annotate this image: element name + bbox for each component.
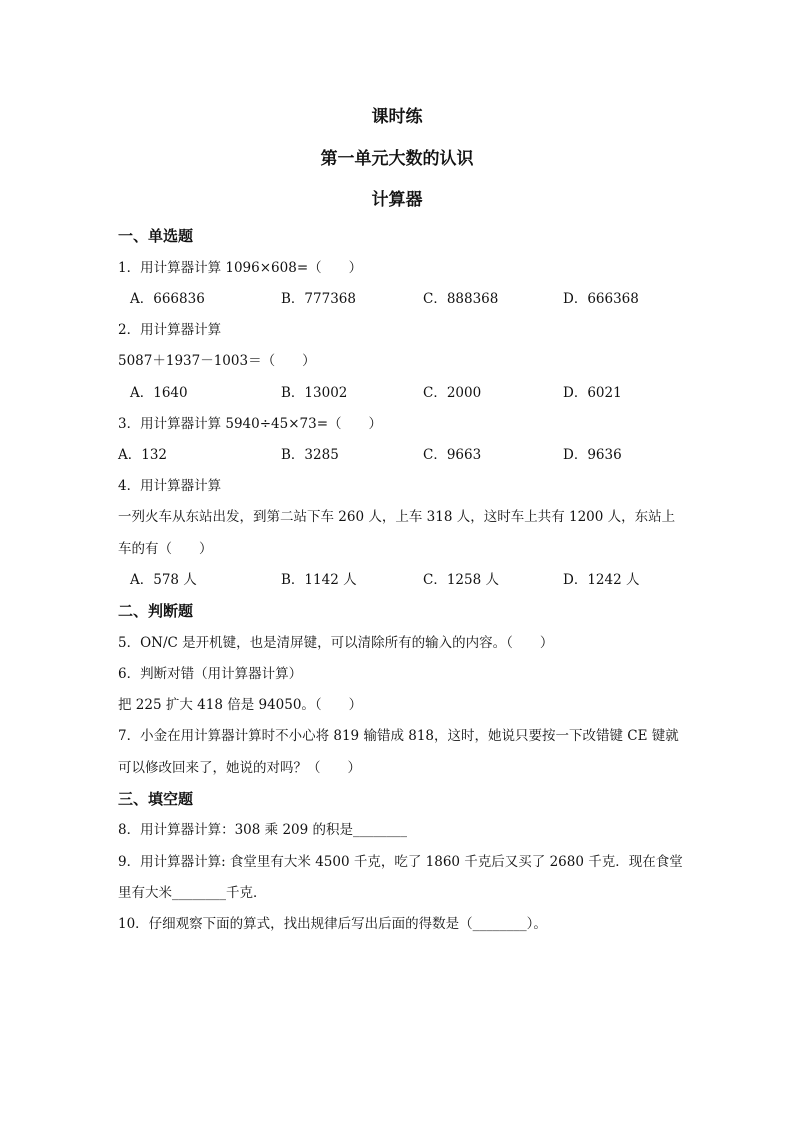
question-2-option-d: D．6021 bbox=[563, 385, 622, 401]
question-6-statement: 把 225 扩大 418 倍是 94050。（ ） bbox=[118, 697, 363, 713]
question-3-option-c: C．9663 bbox=[423, 447, 482, 463]
section-heading-fill-in: 三、填空题 bbox=[118, 790, 194, 808]
question-4-option-d: D．1242 人 bbox=[563, 572, 640, 588]
question-3-option-d: D．9636 bbox=[563, 447, 622, 463]
lesson-title: 计算器 bbox=[371, 190, 423, 210]
question-7-text: 7．小金在用计算器计算时不小心将 819 输错成 818，这时，她说只要按一下改错键 CE 键就 bbox=[118, 728, 679, 744]
question-4-body-line-2: 车的有（ ） bbox=[118, 541, 213, 557]
question-1-option-c: C．888368 bbox=[423, 291, 499, 307]
question-1-text: 1．用计算器计算 1096×608=（ ） bbox=[118, 260, 363, 276]
question-4-text: 4．用计算器计算 bbox=[118, 478, 222, 494]
question-7-text-line-2: 可以修改回来了，她说的对吗？（ ） bbox=[118, 760, 361, 776]
question-10-text: 10．仔细观察下面的算式，找出规律后写出后面的得数是（________）。 bbox=[118, 916, 547, 932]
question-3-option-b: B．3285 bbox=[281, 447, 339, 463]
question-5-text: 5．ON/C 是开机键，也是清屏键，可以清除所有的输入的内容。（ ） bbox=[118, 635, 554, 651]
question-6-text: 6．判断对错（用计算器计算） bbox=[118, 666, 303, 682]
question-1-option-a: A．666836 bbox=[130, 291, 205, 307]
question-1-option-b: B．777368 bbox=[281, 291, 356, 307]
question-4-body-line-1: 一列火车从东站出发，到第二站下车 260 人，上车 318 人，这时车上共有 1200 人，东站上 bbox=[118, 509, 676, 525]
question-2-option-c: C．2000 bbox=[423, 385, 482, 401]
question-1-option-d: D．666368 bbox=[563, 291, 639, 307]
question-8-text: 8．用计算器计算：308 乘 209 的积是________ bbox=[118, 822, 407, 838]
question-4-option-b: B．1142 人 bbox=[281, 572, 357, 588]
question-9-text: 9．用计算器计算: 食堂里有大米 4500 千克，吃了 1860 千克后又买了 2680 千克．现在食堂 bbox=[118, 854, 683, 870]
question-3-option-a: A．132 bbox=[118, 447, 168, 463]
question-4-option-a: A．578 人 bbox=[130, 572, 197, 588]
question-2-expression: 5087＋1937－1003＝（ ） bbox=[118, 353, 316, 369]
question-3-text: 3．用计算器计算 5940÷45×73=（ ） bbox=[118, 416, 383, 432]
section-heading-single-choice: 一、单选题 bbox=[118, 227, 194, 245]
document-title: 课时练 bbox=[371, 107, 423, 127]
question-2-option-a: A．1640 bbox=[130, 385, 188, 401]
question-9-text-line-2: 里有大米________千克． bbox=[118, 885, 267, 901]
unit-title: 第一单元大数的认识 bbox=[320, 149, 474, 169]
question-4-option-c: C．1258 人 bbox=[423, 572, 499, 588]
question-2-text: 2．用计算器计算 bbox=[118, 322, 222, 338]
question-2-option-b: B．13002 bbox=[281, 385, 348, 401]
section-heading-true-false: 二、判断题 bbox=[118, 602, 194, 620]
